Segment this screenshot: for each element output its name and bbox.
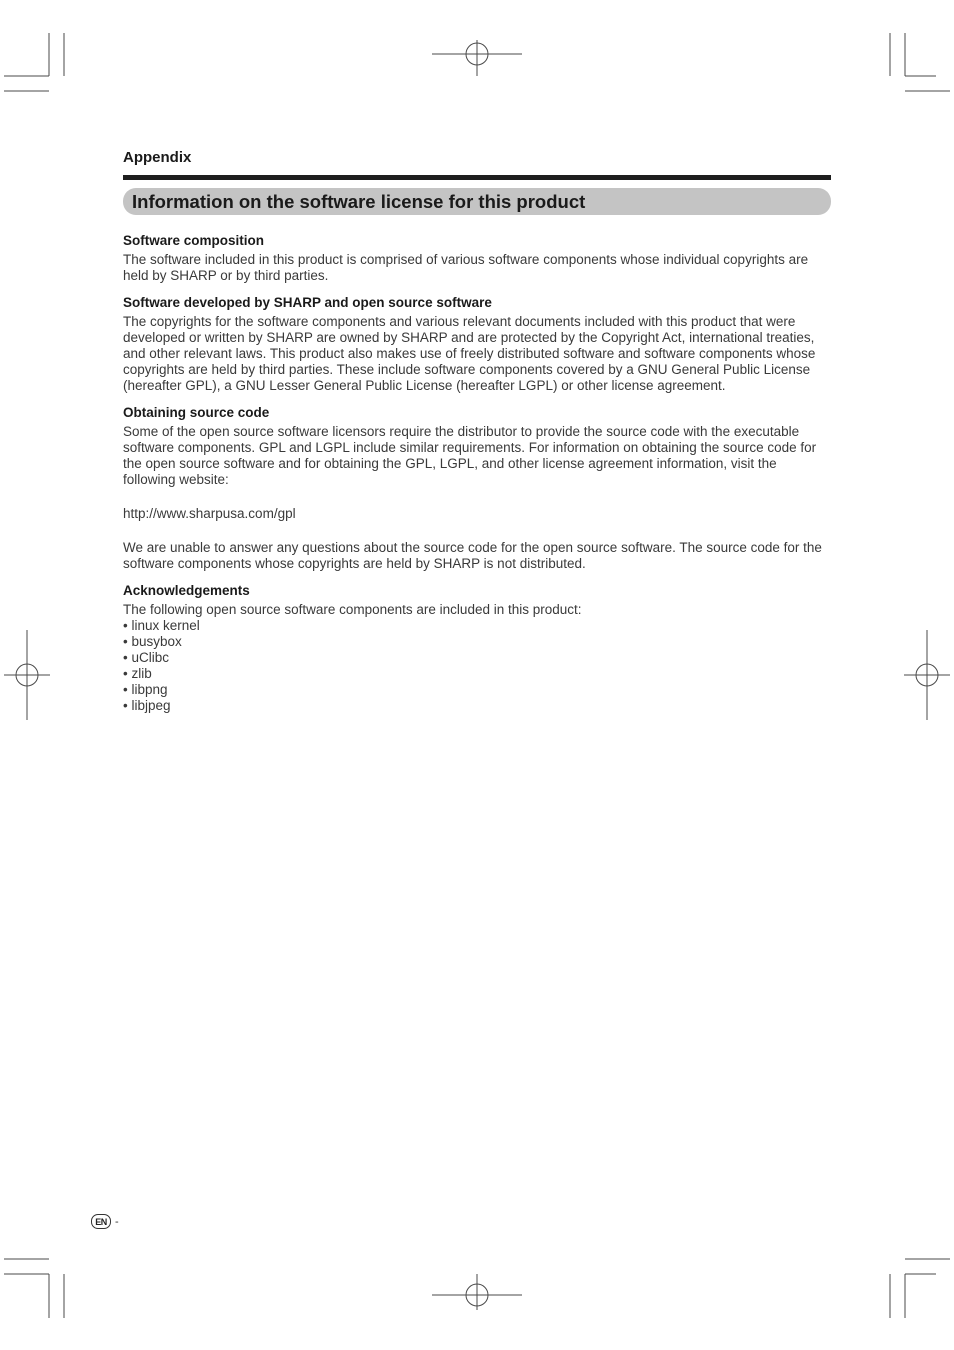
list-item: • libjpeg xyxy=(123,698,831,714)
component-list xyxy=(123,618,831,714)
title-bar xyxy=(123,188,831,215)
page-title: Information on the software license for this product xyxy=(132,191,586,212)
section-paragraph: Some of the open source software licensors require the distributor to provide the source code with the executable software components. GPL and LGPL include similar requirements. For information on obtaining the source code for the open source software and for obtaining the GPL, LGPL, and other license agreement information, visit the following website: xyxy=(123,424,817,487)
page-footer xyxy=(91,1214,119,1229)
section-paragraph: The copyrights for the software components and various relevant documents included with this product that were developed or written by SHARP are owned by SHARP and are protected by the Copyright Act, international treaties, and other relevant laws. This product also makes use of freely distributed software and software components whose copyrights are held by third parties. These include software components covered by a GNU General Public License (hereafter GPL), a GNU Lesser General Public License (hereafter LGPL) or other license agreement. xyxy=(123,314,816,393)
section-heading: Acknowledgements xyxy=(123,583,250,598)
section-software-composition xyxy=(123,232,831,284)
list-item: • zlib xyxy=(123,666,831,682)
section-heading: Software developed by SHARP and open source software xyxy=(123,295,492,310)
language-badge-icon: EN xyxy=(91,1214,111,1229)
section-paragraph: The software included in this product is comprised of various software components whose individual copyrights are held by SHARP or by third parties. xyxy=(123,252,809,283)
list-item: • libpng xyxy=(123,682,831,698)
header-rule xyxy=(123,175,831,180)
page-separator: - xyxy=(115,1215,119,1228)
list-item: • linux kernel xyxy=(123,618,831,634)
section-obtaining-source-code xyxy=(123,404,831,572)
page-content xyxy=(123,148,831,714)
source-code-link[interactable]: http://www.sharpusa.com/gpl xyxy=(123,506,296,521)
list-item: • uClibc xyxy=(123,650,831,666)
section-paragraph: We are unable to answer any questions about the source code for the open source software. The source code for the software components whose copyrights are held by SHARP is not distributed. xyxy=(123,540,822,571)
section-acknowledgements xyxy=(123,582,831,714)
section-label: Appendix xyxy=(123,149,192,166)
list-item: • busybox xyxy=(123,634,831,650)
section-heading: Obtaining source code xyxy=(123,405,270,420)
section-heading: Software composition xyxy=(123,233,265,248)
section-sharp-and-open-source xyxy=(123,294,831,394)
section-paragraph: The following open source software components are included in this product: xyxy=(123,602,582,617)
